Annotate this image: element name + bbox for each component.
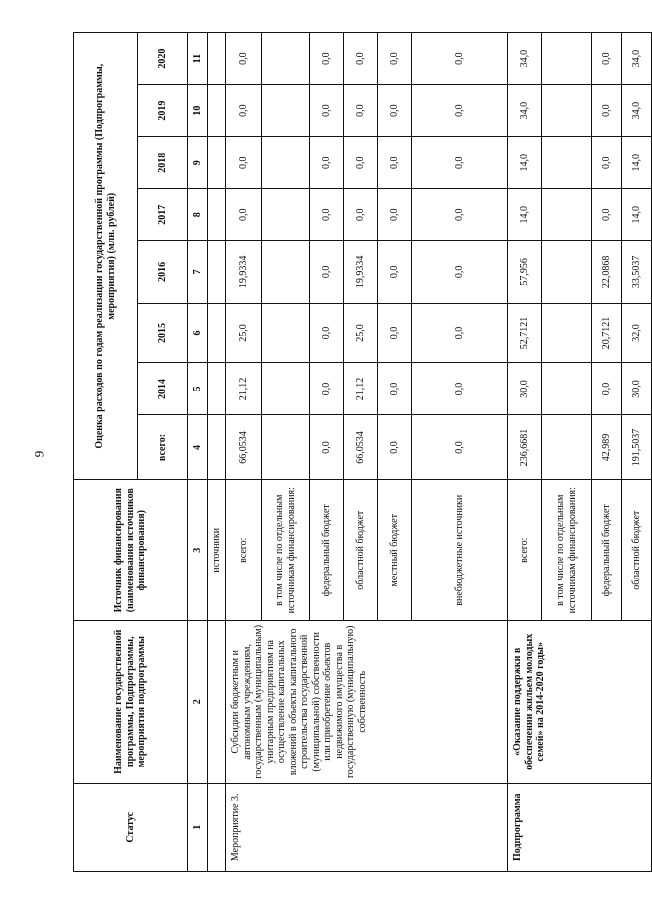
value-cell: 0,0 (344, 33, 378, 85)
value-cell: 33,5037 (622, 241, 652, 303)
value-cell (262, 303, 310, 363)
budget-table (73, 32, 652, 872)
value-cell: 66,0534 (344, 415, 378, 480)
value-cell: 0,0 (412, 303, 508, 363)
column-index: 8 (188, 189, 208, 241)
value-cell: 0,0 (310, 85, 344, 137)
value-cell: 30,0 (622, 363, 652, 415)
value-cell (542, 241, 592, 303)
value-cell (542, 363, 592, 415)
value-cell: 0,0 (310, 137, 344, 189)
header-status: Статус (74, 783, 188, 871)
value-cell: 0,0 (344, 189, 378, 241)
column-index: 10 (188, 85, 208, 137)
value-cell: 25,0 (226, 303, 262, 363)
value-cell (542, 303, 592, 363)
header-year: 2017 (138, 189, 188, 241)
sources-label: источники (208, 480, 226, 620)
row-source: местный бюджет (378, 480, 412, 620)
header-year: 2020 (138, 33, 188, 85)
value-cell: 0,0 (378, 33, 412, 85)
value-cell: 0,0 (378, 85, 412, 137)
value-cell: 0,0 (226, 189, 262, 241)
column-index: 9 (188, 137, 208, 189)
value-cell: 20,7121 (592, 303, 622, 363)
value-cell: 14,0 (622, 189, 652, 241)
column-index: 7 (188, 241, 208, 303)
column-index: 3 (188, 480, 208, 620)
value-cell: 34,0 (508, 33, 542, 85)
value-cell: 21,12 (226, 363, 262, 415)
value-cell: 14,0 (508, 137, 542, 189)
value-cell: 14,0 (508, 189, 542, 241)
value-cell: 0,0 (378, 303, 412, 363)
column-index: 2 (188, 620, 208, 783)
value-cell: 0,0 (310, 415, 344, 480)
row-source: федеральный бюджет (592, 480, 622, 620)
value-cell (262, 415, 310, 480)
value-cell: 0,0 (592, 85, 622, 137)
value-cell: 42,989 (592, 415, 622, 480)
row-source: в том числе по отдельным источникам финансирования: (262, 480, 310, 620)
value-cell: 0,0 (412, 241, 508, 303)
value-cell: 0,0 (592, 363, 622, 415)
row-source: областной бюджет (622, 480, 652, 620)
row-source: федеральный бюджет (310, 480, 344, 620)
header-year: 2016 (138, 241, 188, 303)
value-cell: 236,6681 (508, 415, 542, 480)
header-name: Наименование государственной программы, Подпрограммы, мероприятия подпрограммы (74, 620, 188, 783)
header-year: 2014 (138, 363, 188, 415)
value-cell: 0,0 (412, 85, 508, 137)
value-cell: 191,5037 (622, 415, 652, 480)
table-row (508, 33, 542, 872)
value-cell: 0,0 (226, 85, 262, 137)
rotated-table-container (73, 32, 642, 872)
header-year: 2018 (138, 137, 188, 189)
value-cell: 0,0 (592, 33, 622, 85)
value-cell: 34,0 (622, 33, 652, 85)
value-cell: 0,0 (310, 363, 344, 415)
value-cell (262, 363, 310, 415)
value-cell: 19,9334 (344, 241, 378, 303)
value-cell: 0,0 (412, 415, 508, 480)
value-cell: 22,0868 (592, 241, 622, 303)
value-cell: 0,0 (378, 415, 412, 480)
value-cell: 0,0 (592, 137, 622, 189)
value-cell (542, 189, 592, 241)
page-number: 9 (31, 450, 47, 458)
row-source: всего: (226, 480, 262, 620)
value-cell (262, 137, 310, 189)
value-cell: 0,0 (378, 137, 412, 189)
value-cell: 0,0 (310, 241, 344, 303)
value-cell: 0,0 (378, 363, 412, 415)
value-cell: 0,0 (310, 303, 344, 363)
header-source: Источник финансирования (наименования источников финансирования) (74, 480, 188, 620)
header-estimate: Оценка расходов по годам реализации государственной программы (Подпрограммы, мероприятия) (млн. рублей) (74, 33, 138, 481)
value-cell (262, 189, 310, 241)
row-source: внебюджетные источники (412, 480, 508, 620)
value-cell (262, 33, 310, 85)
value-cell: 34,0 (622, 85, 652, 137)
value-cell: 57,956 (508, 241, 542, 303)
header-year: 2015 (138, 303, 188, 363)
column-index-row (188, 33, 208, 872)
column-index: 5 (188, 363, 208, 415)
value-cell: 25,0 (344, 303, 378, 363)
header-total: всего: (138, 415, 188, 480)
value-cell: 0,0 (412, 33, 508, 85)
value-cell: 0,0 (310, 33, 344, 85)
sources-label-row (208, 33, 226, 872)
column-index: 4 (188, 415, 208, 480)
value-cell: 32,0 (622, 303, 652, 363)
row-source: всего: (508, 480, 542, 620)
row-name: Субсидии бюджетным и автономным учреждениям, государственным (муниципальным) унитарным предприятиям на осуществление капитальных вложений в объекты капитального строительства государственной (муниципальной) собственности или приобретение объектов недвижимого имущества в государственную (муниципальную) собственность (226, 620, 508, 783)
header-year: 2019 (138, 85, 188, 137)
value-cell: 0,0 (412, 137, 508, 189)
value-cell: 0,0 (344, 85, 378, 137)
value-cell: 14,0 (622, 137, 652, 189)
row-name: «Оказание поддержки в обеспечении жильем молодых семей» на 2014-2020 годы» (508, 620, 652, 783)
value-cell: 0,0 (226, 33, 262, 85)
value-cell (542, 33, 592, 85)
value-cell: 52,7121 (508, 303, 542, 363)
header-row-main (74, 33, 138, 872)
row-source: областной бюджет (344, 480, 378, 620)
value-cell (262, 241, 310, 303)
column-index: 1 (188, 783, 208, 871)
value-cell (542, 85, 592, 137)
value-cell: 0,0 (412, 189, 508, 241)
value-cell: 0,0 (378, 241, 412, 303)
row-status: Мероприятие 3. (226, 783, 508, 871)
column-index: 6 (188, 303, 208, 363)
value-cell: 19,9334 (226, 241, 262, 303)
row-source: в том числе по отдельным источникам финансирования: (542, 480, 592, 620)
value-cell: 0,0 (592, 189, 622, 241)
value-cell: 66,0534 (226, 415, 262, 480)
value-cell: 34,0 (508, 85, 542, 137)
value-cell: 0,0 (310, 189, 344, 241)
row-status: Подпрограмма (508, 783, 652, 871)
value-cell: 30,0 (508, 363, 542, 415)
value-cell: 0,0 (344, 137, 378, 189)
value-cell (542, 137, 592, 189)
value-cell (262, 85, 310, 137)
value-cell: 21,12 (344, 363, 378, 415)
value-cell: 0,0 (378, 189, 412, 241)
column-index: 11 (188, 33, 208, 85)
value-cell (542, 415, 592, 480)
table-row (226, 33, 262, 872)
value-cell: 0,0 (226, 137, 262, 189)
value-cell: 0,0 (412, 363, 508, 415)
